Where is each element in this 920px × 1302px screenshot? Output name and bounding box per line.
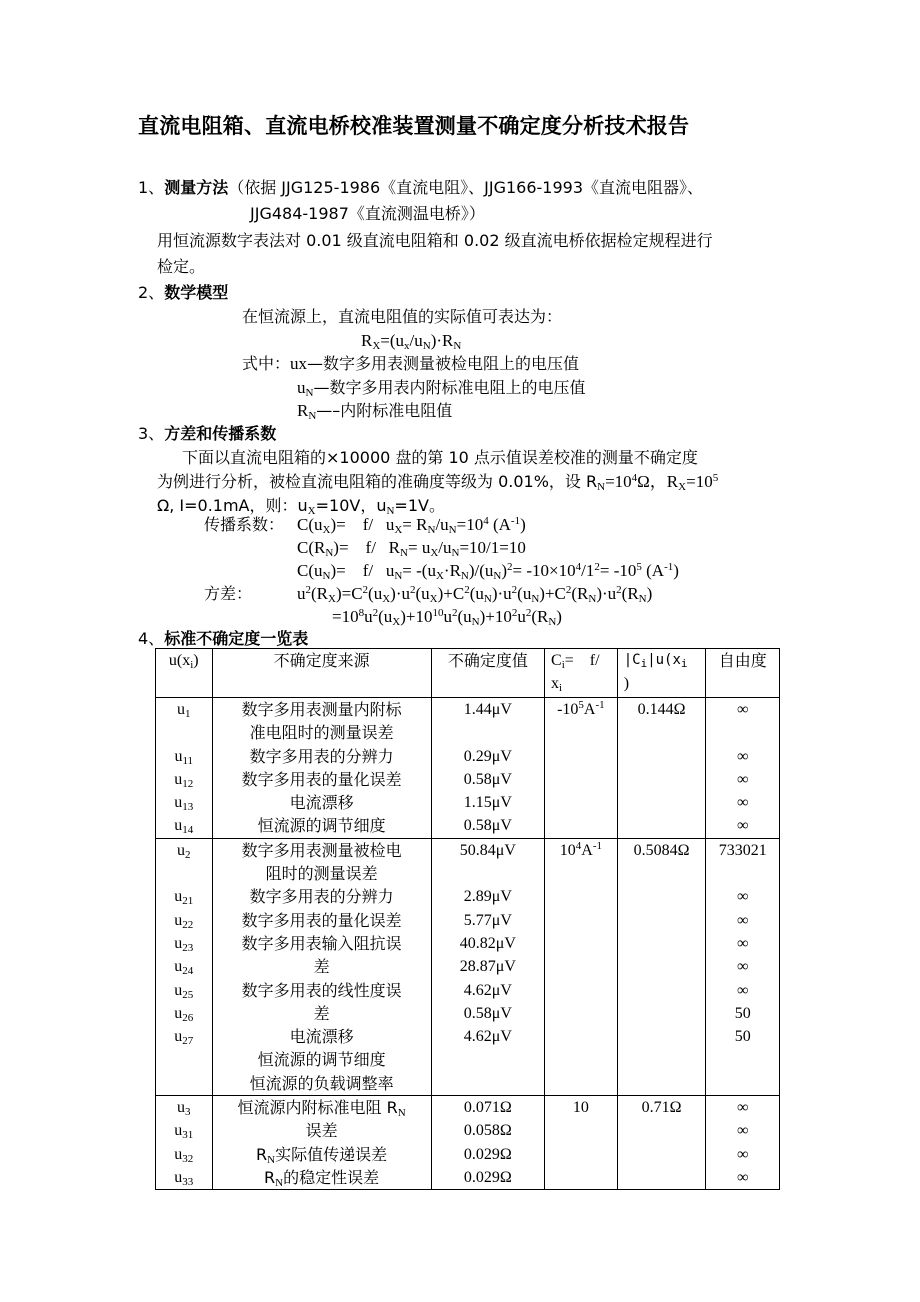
degrees-of-freedom [706,1048,779,1071]
degrees-of-freedom: ∞ [736,911,749,929]
uncertainty-value: 0.29μV [463,747,512,765]
uncertainty-value [432,1048,544,1071]
sensitivity-coefficient [545,932,617,955]
sensitivity-coefficient [545,791,617,814]
sensitivity-coefficient [545,721,617,744]
formula-sub: N [422,340,431,352]
formula-text: R [361,331,373,350]
section-3-number: 3、 [138,424,165,443]
definition-text: —数字多用表测量被检电阻上的电压值 [307,354,580,373]
sensitivity-coefficient [545,745,617,768]
degrees-of-freedom [706,1072,779,1095]
uncertainty-value: 0.029Ω [463,1168,512,1186]
sensitivity-coefficient [545,1002,617,1025]
uncertainty-contribution [618,791,706,814]
uncertainty-id: $u_{25}$ [174,981,194,1001]
uncertainty-source: 数字多用表的量化误差 [241,769,402,789]
formula-sub: N [453,340,462,352]
sensitivity-coefficient [545,862,617,885]
degrees-of-freedom: ∞ [736,794,749,812]
uncertainty-contribution [618,1166,706,1189]
definition-sub: N [305,387,314,399]
uncertainty-source: 阻时的测量误差 [265,864,378,884]
section-3-heading: 方差和传播系数 [164,424,277,443]
uncertainty-contribution-cell [617,698,706,839]
definition-row-1 [242,352,579,375]
degrees-of-freedom [706,862,779,885]
sensitivity-coefficient: $-10^5A^{-1}$ [557,699,605,718]
header-text: 不确定度来源 [273,651,370,670]
uncertainty-contribution [618,955,706,978]
uncertainty-id: $u_{11}$ [174,747,194,767]
uncertainty-id: $u_{26}$ [174,1004,194,1024]
uncertainty-id: $u_3$ [177,1099,191,1119]
uncertainty-source: 误差 [305,1121,338,1141]
sensitivity-coefficient: 10 [572,1099,589,1117]
section-3-paragraph-line-2 [157,470,718,493]
sensitivity-coefficient: $10^4A^{-1}$ [559,839,602,859]
uncertainty-value [432,862,544,885]
degrees-of-freedom: ∞ [736,1145,749,1163]
uncertainty-source: 准电阻时的测量误差 [249,723,394,743]
model-formula [361,329,461,352]
uncertainty-id: $u_{27}$ [174,1028,194,1048]
sensitivity-coefficient-cell [545,838,618,1095]
sensitivity-coefficient [545,1166,617,1189]
uncertainty-contribution [618,909,706,932]
formula-text: )·R [430,331,454,350]
paragraph-text: =10 [686,472,713,491]
header-source [212,649,431,698]
uncertainty-contribution: 0.71Ω [641,1099,682,1117]
uncertainty-source-cell [212,1096,431,1190]
uncertainty-id: $u_{23}$ [174,934,194,954]
table-group-row [156,698,780,839]
uncertainty-value: 40.82μV [459,934,516,952]
sensitivity-coefficient [545,955,617,978]
degrees-of-freedom: 50 [734,1028,751,1046]
uncertainty-source: $R_N$的稳定性误差 [264,1167,380,1189]
uncertainty-source: 恒流源的负载调整率 [249,1073,394,1093]
uncertainty-source: 电流漂移 [289,1027,354,1047]
header-text: $C_i=$ f/ [551,652,600,671]
uncertainty-value [432,1072,544,1095]
definition-text: —数字多用表内附标准电阻上的电压值 [313,378,586,397]
uncertainty-source: $R_N$实际值传递误差 [256,1144,388,1166]
variance-formula-2: $=10^8u^2(u_X)+10^{10}u^2(u_N)+10^2u^2(R_N)$ [332,607,562,628]
uncertainty-value-cell [431,838,544,1095]
uncertainty-value: 28.87μV [459,958,516,976]
section-1-body-line-2: 检定。 [157,257,206,276]
definition-text: —–内附标准电阻值 [316,401,453,420]
uncertainty-source: 数字多用表测量被检电 [241,840,402,860]
uncertainty-id: $u_1$ [177,701,191,720]
degrees-of-freedom: ∞ [736,934,749,952]
uncertainty-source: 差 [313,1003,330,1023]
degrees-of-freedom: ∞ [736,747,749,765]
section-4-number: 4、 [138,629,165,648]
paragraph-text: Ω, I=0.1mA，则：u [157,496,308,515]
uncertainty-contribution [618,1025,706,1048]
paragraph-sub: X [307,505,316,517]
section-1-heading: 测量方法 [164,178,229,197]
degrees-of-freedom-cell [706,698,780,839]
section-3-heading-row [138,422,276,445]
definition-symbol: u [297,378,306,397]
header-text: $u(x_i)$ [168,652,199,671]
header-text: $|C_i|u(x_i$ [623,652,688,670]
header-ci-text [545,649,617,672]
definition-row-3 [297,399,452,422]
uncertainty-source: 恒流源内附标准电阻 $R_N$ [237,1098,406,1120]
section-3-paragraph-line-1: 下面以直流电阻箱的×10000 盘的第 10 点示值误差校准的测量不确定度 [182,448,698,467]
degrees-of-freedom: ∞ [736,701,749,718]
degrees-of-freedom-cell [706,1096,780,1190]
paragraph-text: =1V。 [394,496,445,515]
uncertainty-value-cell [431,698,544,839]
uncertainty-value: 0.58μV [463,817,512,835]
uncertainty-id: $u_{13}$ [174,794,194,814]
definition-sub: N [308,410,317,422]
uncertainty-source: 数字多用表的分辨力 [249,887,394,907]
degrees-of-freedom: ∞ [736,1168,749,1186]
section-2-number: 2、 [138,283,165,302]
header-ci-text-2: $x_i$ [551,675,563,695]
section-1-number: 1、 [138,178,165,197]
section-2-heading-row [138,281,228,304]
formula-text: =(u [380,331,405,350]
uncertainty-id: $u_{12}$ [174,770,194,790]
uncertainty-value-cell [431,1096,544,1190]
paragraph-sub: N [597,481,606,493]
section-4-heading-row [138,627,308,650]
uncertainty-contribution [618,768,706,791]
sensitivity-coefficient-cell [545,698,618,839]
uncertainty-id [156,1048,212,1071]
sensitivity-coefficient [545,1048,617,1071]
uncertainty-contribution: 0.5084Ω [633,841,690,859]
header-ciu [617,649,706,698]
definition-symbol: ux [290,354,308,373]
variance-label: 方差： [204,584,253,603]
uncertainty-id: $u_2$ [177,841,191,861]
uncertainty-contribution [618,1048,706,1071]
uncertainty-source: 数字多用表的分辨力 [249,746,394,766]
sensitivity-coefficient [545,885,617,908]
uncertainty-source: 数字多用表的线性度误 [241,980,402,1000]
uncertainty-id: $u_{14}$ [174,817,194,837]
header-ux [156,649,213,698]
sensitivity-coefficient [545,814,617,837]
sensitivity-coefficient [545,1025,617,1048]
degrees-of-freedom: ∞ [736,770,749,788]
uncertainty-id: $u_{32}$ [174,1145,194,1165]
uncertainty-value: 0.058Ω [463,1122,512,1140]
table-group-row [156,838,780,1095]
header-text-2: ) [623,675,630,693]
uncertainty-source: 差 [313,957,330,977]
uncertainty-source-cell [212,838,431,1095]
where-label: 式中： [242,354,291,373]
uncertainty-contribution [618,1119,706,1142]
uncertainty-source-cell [212,698,431,839]
uncertainty-source: 恒流源的调节细度 [257,816,386,836]
formula-text: /u [409,331,423,350]
uncertainty-source: 数字多用表的量化误差 [241,910,402,930]
uncertainty-contribution [618,721,706,744]
paragraph-text: Ω，R [637,472,679,491]
uncertainty-value: 0.58μV [463,770,512,788]
uncertainty-contribution-cell [617,1096,706,1190]
header-dof [706,649,780,698]
uncertainty-table [155,648,780,1190]
uncertainty-source: 数字多用表测量内附标 [241,700,402,719]
degrees-of-freedom: ∞ [736,817,749,835]
degrees-of-freedom: ∞ [736,888,749,906]
degrees-of-freedom: ∞ [736,1122,749,1140]
uncertainty-value: 4.62μV [463,981,512,999]
degrees-of-freedom: ∞ [736,958,749,976]
uncertainty-value [432,721,544,744]
header-ci [545,649,618,698]
section-4-heading: 标准不确定度一览表 [164,629,309,648]
degrees-of-freedom: 733021 [718,841,767,859]
table-header-row [156,649,780,698]
uncertainty-id: $u_{33}$ [174,1168,194,1188]
uncertainty-contribution [618,1002,706,1025]
propagation-label: 传播系数： [204,515,285,534]
uncertainty-id: $u_{21}$ [174,888,194,908]
uncertainty-contribution [618,814,706,837]
paragraph-text: =10V，u [315,496,387,515]
header-text: 不确定度值 [447,651,528,670]
paragraph-sup: 5 [712,472,719,484]
paragraph-text: =10 [605,472,632,491]
definition-row-2 [297,376,585,399]
header-value [431,649,544,698]
degrees-of-freedom: ∞ [736,981,749,999]
sensitivity-coefficient [545,1119,617,1142]
uncertainty-value: 1.15μV [463,794,512,812]
sensitivity-coefficient-cell [545,1096,618,1190]
section-1-reference-line-1: （依据 JJG125-1986《直流电阻》、JJG166-1993《直流电阻器》、 [228,178,704,197]
uncertainty-contribution [618,1143,706,1166]
section-1 [138,176,703,199]
uncertainty-value: 50.84μV [459,841,516,859]
uncertainty-contribution [618,1072,706,1095]
variance-formula-1: $u^2(R_X)=C^2(u_X)\cdot u^2(u_X)+C^2(u_N)\cdot u^2(u_N)+C^2(R_N)\cdot u^2(R_N)$ [297,584,653,605]
section-2-heading: 数学模型 [164,283,229,302]
uncertainty-value: 1.44μV [463,701,512,718]
propagation-coefficient-3: $C(u_N)=$ f/ $u_N= -(u_X\cdot R_N)/(u_N)^2= -10\times 10^4/1^2= -10^5$ $(A^{-1})$ [297,561,679,582]
uncertainty-id-cell [156,1096,213,1190]
degrees-of-freedom: ∞ [736,1099,749,1117]
sensitivity-coefficient [545,1072,617,1095]
propagation-coefficient-2: $C(R_N)=$ f/ $R_N= u_X/u_N=10/1=10$ [297,538,526,559]
propagation-coefficient-1: $C(u_X)=$ f/ $u_X= R_N/u_N=10^4$ $(A^{-1})$ [297,515,526,536]
uncertainty-id [156,862,212,885]
degrees-of-freedom [706,721,779,744]
uncertainty-value: 2.89μV [463,888,512,906]
paragraph-sub: X [678,481,687,493]
uncertainty-contribution: 0.144Ω [637,701,686,718]
uncertainty-value: 0.58μV [463,1004,512,1022]
uncertainty-id: $u_{31}$ [174,1122,194,1142]
sensitivity-coefficient [545,768,617,791]
uncertainty-contribution [618,932,706,955]
paragraph-sup: 4 [631,472,638,484]
uncertainty-contribution [618,745,706,768]
uncertainty-id-cell [156,838,213,1095]
table-group-row [156,1096,780,1190]
uncertainty-id-cell [156,698,213,839]
formula-sub: X [372,340,381,352]
uncertainty-source: 恒流源的调节细度 [257,1050,386,1070]
uncertainty-contribution-cell [617,838,706,1095]
uncertainty-id: $u_{22}$ [174,911,194,931]
sensitivity-coefficient [545,1143,617,1166]
degrees-of-freedom-cell [706,838,780,1095]
degrees-of-freedom: 50 [734,1004,751,1022]
uncertainty-id: $u_{24}$ [174,958,194,978]
definition-symbol: R [297,401,309,420]
sensitivity-coefficient [545,909,617,932]
section-1-body-line-1: 用恒流源数字表法对 0.01 级直流电阻箱和 0.02 级直流电桥依据检定规程进行 [157,231,713,250]
uncertainty-source: 数字多用表输入阻抗误 [241,933,402,953]
sensitivity-coefficient [545,979,617,1002]
uncertainty-value: 4.62μV [463,1028,512,1046]
uncertainty-contribution [618,979,706,1002]
section-2-intro: 在恒流源上，直流电阻值的实际值可表达为： [242,307,563,326]
uncertainty-source: 电流漂移 [289,793,354,813]
uncertainty-contribution [618,885,706,908]
uncertainty-id [156,721,212,744]
uncertainty-id [156,1072,212,1095]
uncertainty-value: 5.77μV [463,911,512,929]
uncertainty-value: 0.029Ω [463,1145,512,1163]
document-title: 直流电阻箱、直流电桥校准装置测量不确定度分析技术报告 [138,114,690,138]
paragraph-text: 为例进行分析，被检直流电阻箱的准确度等级为 0.01%，设 R [157,472,598,491]
header-text: 自由度 [718,651,767,670]
paragraph-sub: N [386,505,395,517]
formula-sub: x [404,340,410,352]
section-1-reference-line-2: JJG484-1987《直流测温电桥》） [250,204,485,223]
uncertainty-contribution [618,862,706,885]
uncertainty-value: 0.071Ω [463,1099,512,1117]
